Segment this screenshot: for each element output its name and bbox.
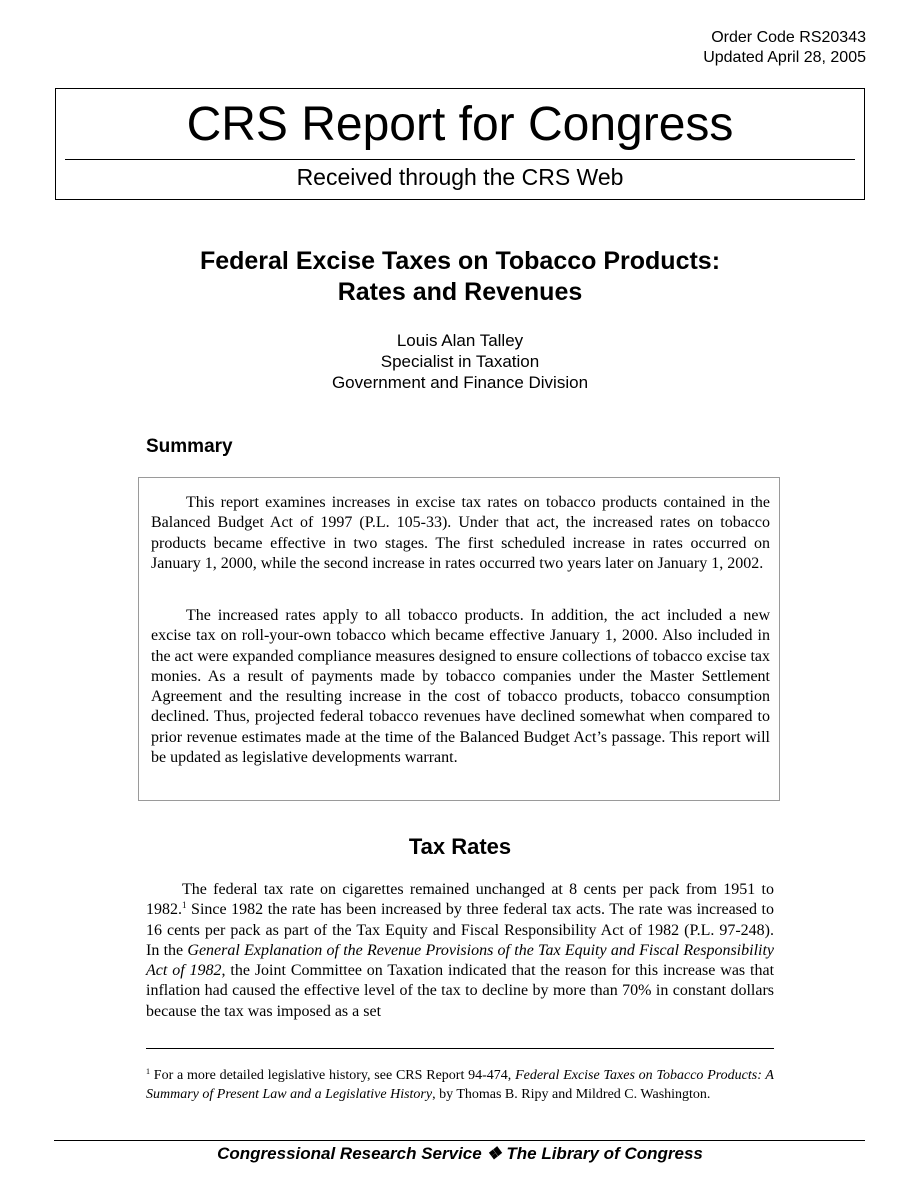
document-title [100, 246, 820, 308]
author-position: Specialist in Taxation [380, 352, 540, 371]
summary-paragraph-2: The increased rates apply to all tobacco products. In addition, the act included a new excise tax on roll-your-own tobacco which became effective January 1, 2000. Also included in the act were expanded compliance measures designed to ensure collections of tobacco excise tax monies. As a result of payments made by tobacco companies under the Master Settlement Agreement and the resulting increase in the cost of tobacco products, tobacco consumption declined. Thus, projected federal tobacco revenues have declined somewhat when compared to prior revenue estimates made at the time of the Balanced Budget Act’s passage. This report will be updated as legislative developments warrant. [151, 607, 770, 767]
author-division: Government and Finance Division [331, 373, 589, 392]
updated-date: Updated April 28, 2005 [703, 49, 866, 66]
order-code-block [703, 28, 866, 68]
banner-title: CRS Report for Congress [186, 98, 734, 151]
page-footer: Congressional Research Service ❖ The Library of Congress [217, 1144, 703, 1163]
author-block [100, 330, 820, 393]
tax-rates-text-3: , the Joint Committee on Taxation indicated that the reason for this increase was that inflation had caused the effective level of the tax to decline by more than 70% in constant dollars because the tax was imposed as a set [146, 962, 775, 1020]
banner-divider [65, 159, 855, 160]
author-name: Louis Alan Talley [396, 331, 524, 350]
order-code: Order Code RS20343 [711, 29, 866, 46]
footer-divider [54, 1140, 865, 1141]
document-title-line2: Rates and Revenues [337, 278, 583, 306]
footnote-text-2: , by Thomas B. Ripy and Mildred C. Washington. [432, 1086, 711, 1102]
footnote-reference[interactable]: 1 [182, 900, 187, 911]
tax-rates-paragraph [146, 880, 774, 1022]
footnote-text-1: For a more detailed legislative history, see CRS Report 94-474, [150, 1068, 516, 1083]
document-title-line1: Federal Excise Taxes on Tobacco Products: [199, 247, 721, 275]
report-banner [55, 88, 865, 200]
tax-rates-heading: Tax Rates [408, 834, 512, 859]
footnote-report-title: Federal Excise Taxes on Tobacco Products: A Summary of Present Law and a Legislative History [146, 1068, 774, 1102]
summary-box [138, 477, 780, 801]
footnote-mark: 1 [146, 1067, 150, 1076]
summary-paragraph-1: This report examines increases in excise tax rates on tobacco products contained in the Balanced Budget Act of 1997 (P.L. 105-33). Under that act, the increased rates on tobacco products became effective in two stages. The first scheduled increase in rates occurred on January 1, 2000, while the second increase in rates occurred two years later on January 1, 2002. [151, 494, 770, 572]
tax-rates-text-1: The federal tax rate on cigarettes remained unchanged at 8 cents per pack from 1951 to 1982. [146, 881, 774, 919]
footnote-divider [146, 1048, 774, 1049]
footnote-1 [146, 1067, 774, 1104]
tax-rates-text-2: Since 1982 the rate has been increased by three federal tax acts. The rate was increased to 16 cents per pack as part of the Tax Equity and Fiscal Responsibility Act of 1982 (P.L. 97-248). In the [146, 901, 774, 959]
publication-title: General Explanation of the Revenue Provisions of the Tax Equity and Fiscal Responsibility Act of 1982 [146, 941, 775, 980]
banner-subtitle: Received through the CRS Web [296, 164, 624, 190]
summary-heading: Summary [146, 436, 233, 457]
